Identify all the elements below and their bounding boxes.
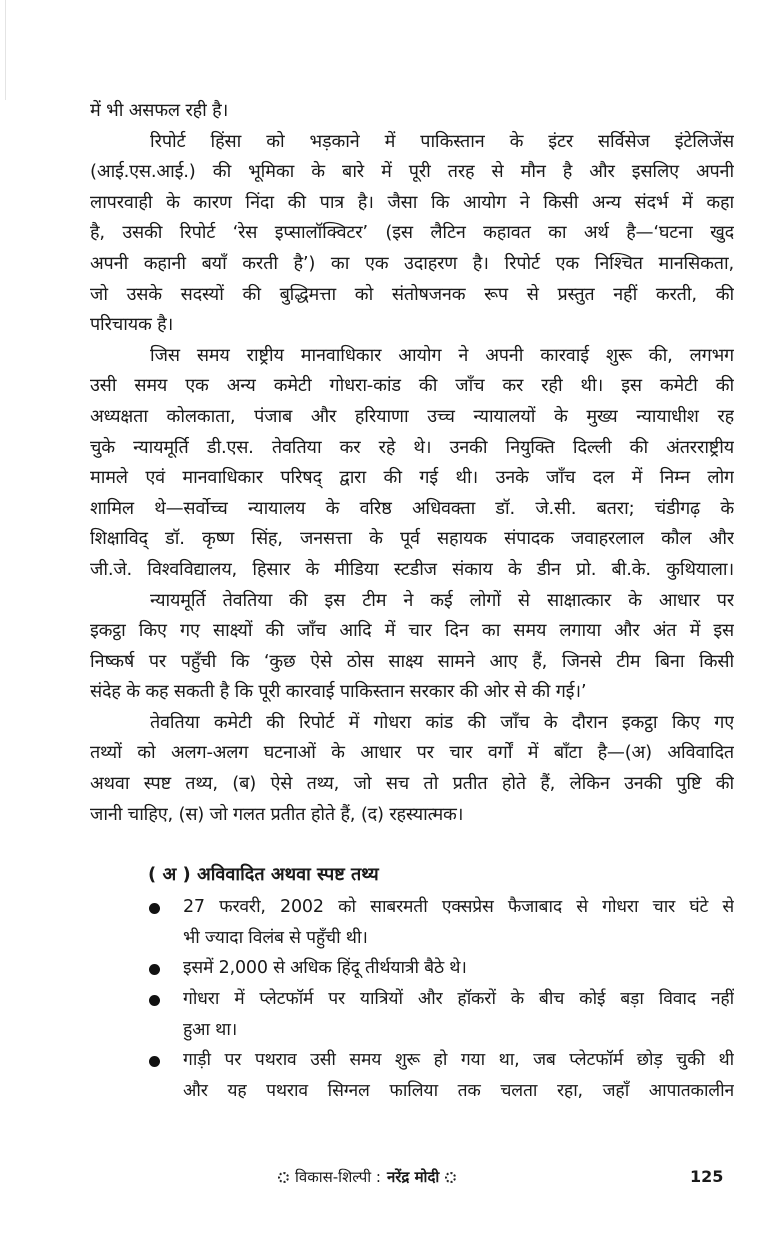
list-item (90, 953, 734, 984)
text-line: शामिल थे—सर्वोच्च न्यायालय के वरिष्ठ अधिवक्ता डॉ. जे.सी. बतरा; चंडीगढ़ के (90, 497, 734, 519)
running-footer-title (278, 1165, 456, 1189)
text-line: अध्यक्षता कोलकाता, पंजाब और हरियाणा उच्च न्यायालयों के मुख्य न्यायाधीश रह (90, 405, 734, 427)
text-line: परिचायक है। (90, 314, 174, 336)
text-line: रिपोर्ट हिंसा को भड़काने में पाकिस्तान के इंटर सर्विसेज इंटेलिजेंस (150, 130, 734, 152)
bullet-icon (149, 995, 160, 1006)
section-heading: ( अ ) अविवादित अथवा स्पष्ट तथ्य (148, 864, 379, 886)
text-line: निष्कर्ष पर पहुँची कि ‘कुछ ऐसे ठोस साक्ष्य सामने आए हैं, जिनसे टीम बिना किसी (90, 650, 734, 672)
text-line: जिस समय राष्ट्रीय मानवाधिकार आयोग ने अपनी कारवाई शुरू की, लगभग (150, 344, 734, 366)
bullet-icon (149, 903, 160, 914)
text-line: इसमें 2,000 से अधिक हिंदू तीर्थयात्री बैठे थे। (183, 958, 467, 979)
flower-ornament-icon (445, 1172, 456, 1183)
paragraph (90, 96, 734, 127)
bullet-list (90, 892, 734, 1106)
list-item (90, 1045, 734, 1106)
bullet-icon (149, 1056, 160, 1067)
text-line: है, उसकी रिपोर्ट ‘रेस इप्सालॉक्विटर’ (इस लैटिन कहावत का अर्थ है—‘घटना खुद (90, 222, 734, 244)
text-line: शिक्षाविद् डॉ. कृष्ण सिंह, जनसत्ता के पूर्व सहायक संपादक जवाहरलाल कौल और (90, 528, 734, 550)
text-line: संदेह के कह सकती है कि पूरी कारवाई पाकिस्तान सरकार की ओर से की गई।’ (90, 681, 587, 703)
paragraph (90, 586, 734, 708)
book-title: विकास-शिल्पी : (295, 1168, 381, 1186)
text-line: में भी असफल रही है। (90, 100, 229, 121)
text-line: और यह पथराव सिग्नल फालिया तक चलता रहा, जहाँ आपातकालीन (183, 1080, 734, 1101)
list-item (90, 984, 734, 1045)
book-title-author: नरेंद्र मोदी (386, 1168, 440, 1186)
paragraph (90, 708, 734, 830)
text-line: भी ज्यादा विलंब से पहुँची थी। (183, 927, 368, 948)
text-line: तथ्यों को अलग-अलग घटनाओं के आधार पर चार वर्गों में बाँटा है—(अ) अविवादित (90, 742, 734, 764)
text-line: (आई.एस.आई.) की भूमिका के बारे में पूरी तरह से मौन है और इसलिए अपनी (90, 161, 734, 183)
text-line: मामले एवं मानवाधिकार परिषद् द्वारा की गई थी। उनके जाँच दल में निम्न लोग (90, 467, 734, 489)
text-line: लापरवाही के कारण निंदा की पात्र है। जैसा कि आयोग ने किसी अन्य संदर्भ में कहा (90, 191, 734, 213)
paragraph (90, 341, 734, 586)
text-line: अथवा स्पष्ट तथ्य, (ब) ऐसे तथ्य, जो सच तो प्रतीत होते हैं, लेकिन उनकी पुष्टि की (90, 773, 734, 795)
bullet-icon (149, 964, 160, 975)
page-number: 125 (690, 1167, 724, 1186)
text-line: गोधरा में प्लेटफॉर्म पर यात्रियों और हॉकरों के बीच कोई बड़ा विवाद नहीं (183, 989, 734, 1010)
page-edge-line (5, 0, 6, 100)
flower-ornament-icon (278, 1172, 289, 1183)
text-line: गाड़ी पर पथराव उसी समय शुरू हो गया था, जब प्लेटफॉर्म छोड़ चुकी थी (183, 1050, 734, 1071)
text-line: तेवतिया कमेटी की रिपोर्ट में गोधरा कांड की जाँच के दौरान इकट्ठा किए गए (150, 711, 734, 733)
paragraph (90, 127, 734, 341)
text-line: जानी चाहिए, (स) जो गलत प्रतीत होते हैं, (द) रहस्यात्मक। (90, 803, 464, 825)
text-line: हुआ था। (183, 1019, 238, 1040)
text-line: 27 फरवरी, 2002 को साबरमती एक्सप्रेस फैजाबाद से गोधरा चार घंटे से (183, 897, 734, 918)
text-line: इकट्ठा किए गए साक्ष्यों की जाँच आदि में चार दिन का समय लगाया और अंत में इस (90, 620, 734, 642)
text-line: न्यायमूर्ति तेवतिया की इस टीम ने कई लोगों से साक्षात्कार के आधार पर (150, 589, 734, 611)
text-line: जो उसके सदस्यों की बुद्धिमत्ता को संतोषजनक रूप से प्रस्तुत नहीं करती, की (90, 283, 734, 305)
text-line: चुके न्यायमूर्ति डी.एस. तेवतिया कर रहे थे। उनकी नियुक्ति दिल्ली की अंतरराष्ट्रीय (90, 436, 734, 458)
text-line: उसी समय एक अन्य कमेटी गोधरा-कांड की जाँच कर रही थी। इस कमेटी की (90, 375, 734, 397)
page-footer (0, 1165, 783, 1195)
page-body (90, 96, 734, 1106)
text-line: जी.जे. विश्वविद्यालय, हिसार के मीडिया स्टडीज संकाय के डीन प्रो. बी.के. कुथियाला। (90, 558, 734, 580)
text-line: अपनी कहानी बयाँ करती है’) का एक उदाहरण है। रिपोर्ट एक निश्चित मानसिकता, (90, 252, 734, 274)
list-item (90, 892, 734, 953)
